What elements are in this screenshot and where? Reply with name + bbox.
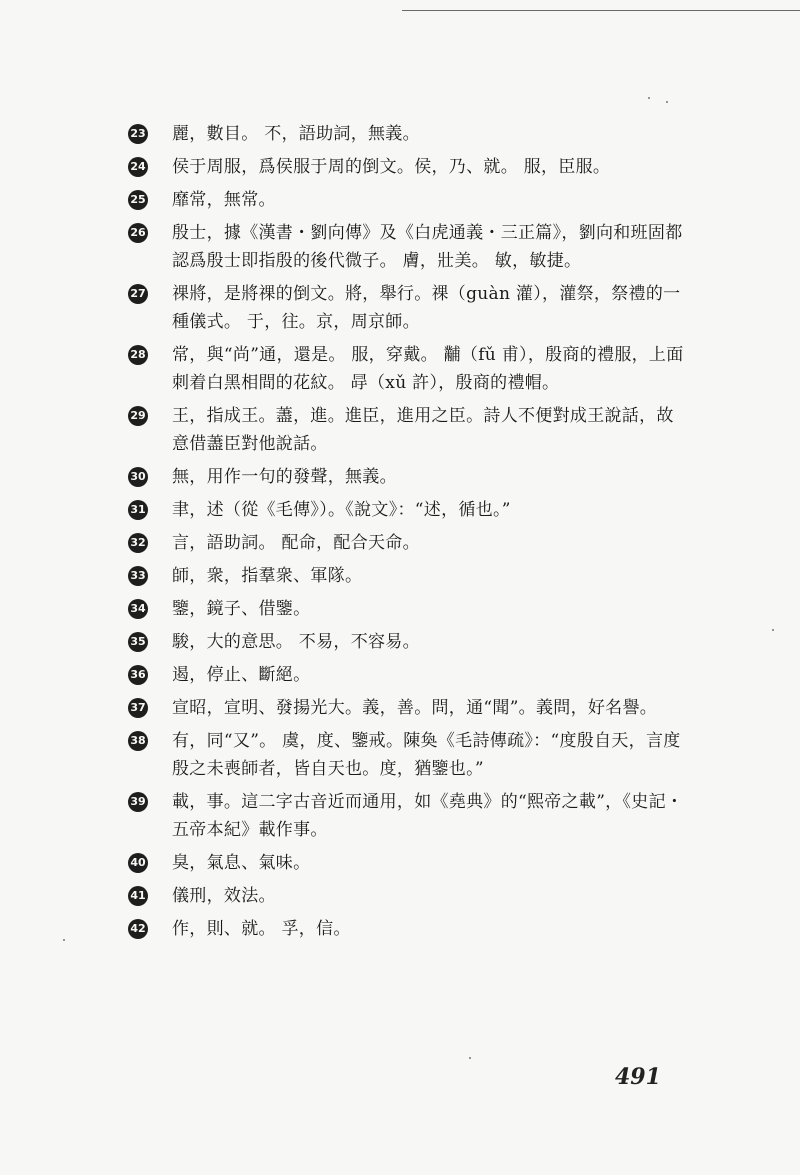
note-number: 24 (128, 157, 148, 177)
note-text: 常，與“尚”通，還是。 服，穿戴。 黼（fǔ 甫），殷商的禮服，上面刺着白黑相間的花紋。 冔（xǔ 許），殷商的禮帽。 (172, 345, 684, 393)
note-number: 28 (128, 345, 148, 365)
note-number: 40 (128, 853, 148, 873)
note-item (128, 915, 688, 943)
note-number: 25 (128, 190, 148, 210)
note-text: 祼將，是將祼的倒文。將，舉行。祼（guàn 灌），灌祭，祭禮的一種儀式。 于，往。京，周京師。 (172, 284, 681, 332)
note-number: 36 (128, 665, 148, 685)
note-text: 宣昭，宣明、發揚光大。義，善。問，通“聞”。義問，好名譽。 (172, 698, 658, 718)
note-text: 遏，停止、斷絕。 (172, 665, 311, 685)
note-item (128, 153, 688, 181)
note-item (128, 628, 688, 656)
note-text: 無，用作一句的發聲，無義。 (172, 467, 397, 487)
scan-speck (666, 101, 668, 103)
note-number: 29 (128, 406, 148, 426)
note-number: 23 (128, 124, 148, 144)
note-item (128, 727, 688, 783)
top-rule (402, 10, 800, 11)
scan-speck (63, 939, 65, 941)
note-number: 32 (128, 533, 148, 553)
note-number: 41 (128, 886, 148, 906)
note-text: 王，指成王。藎，進。進臣，進用之臣。詩人不便對成王說話，故意借藎臣對他說話。 (172, 406, 674, 454)
note-item (128, 402, 688, 458)
note-text: 有，同“又”。 虞，度、鑒戒。陳奐《毛詩傳疏》：“度殷自天，言度殷之未喪師者，皆自天也。度，猶鑒也。” (172, 731, 681, 779)
note-number: 26 (128, 223, 148, 243)
note-item (128, 186, 688, 214)
note-item (128, 341, 688, 397)
note-item (128, 529, 688, 557)
note-number: 42 (128, 919, 148, 939)
note-text: 麗，數目。 不，語助詞，無義。 (172, 124, 420, 144)
note-number: 30 (128, 467, 148, 487)
page-number: 491 (615, 1064, 661, 1090)
note-item (128, 694, 688, 722)
note-text: 靡常，無常。 (172, 190, 276, 210)
note-item (128, 120, 688, 148)
note-number: 38 (128, 731, 148, 751)
note-number: 31 (128, 500, 148, 520)
note-item (128, 882, 688, 910)
scan-speck (772, 629, 774, 631)
note-number: 35 (128, 632, 148, 652)
scan-speck (469, 1057, 471, 1059)
note-text: 駿，大的意思。 不易，不容易。 (172, 632, 420, 652)
note-item (128, 661, 688, 689)
note-number: 34 (128, 599, 148, 619)
note-item (128, 280, 688, 336)
note-number: 33 (128, 566, 148, 586)
note-item (128, 849, 688, 877)
note-text: 師，衆，指羣衆、軍隊。 (172, 566, 363, 586)
annotation-list (128, 120, 688, 948)
note-text: 載，事。這二字古音近而通用，如《堯典》的“熙帝之載”，《史記・五帝本紀》載作事。 (172, 792, 684, 840)
note-item (128, 219, 688, 275)
note-item (128, 788, 688, 844)
note-text: 儀刑，效法。 (172, 886, 276, 906)
note-text: 侯于周服，爲侯服于周的倒文。侯，乃、就。 服，臣服。 (172, 157, 611, 177)
note-text: 殷士，據《漢書・劉向傳》及《白虎通義・三正篇》，劉向和班固都認爲殷士即指殷的後代微子。 膚，壯美。 敏，敏捷。 (172, 223, 683, 271)
note-text: 鑒，鏡子、借鑒。 (172, 599, 311, 619)
note-item (128, 562, 688, 590)
note-text: 言，語助詞。 配命，配合天命。 (172, 533, 420, 553)
note-text: 作，則、就。 孚，信。 (172, 919, 351, 939)
note-number: 27 (128, 284, 148, 304)
scan-speck (648, 97, 650, 99)
note-number: 37 (128, 698, 148, 718)
note-item (128, 595, 688, 623)
note-item (128, 463, 688, 491)
note-item (128, 496, 688, 524)
note-text: 臭，氣息、氣味。 (172, 853, 311, 873)
note-text: 聿，述（從《毛傳》）。《說文》：“述，循也。” (172, 500, 511, 520)
note-number: 39 (128, 792, 148, 812)
